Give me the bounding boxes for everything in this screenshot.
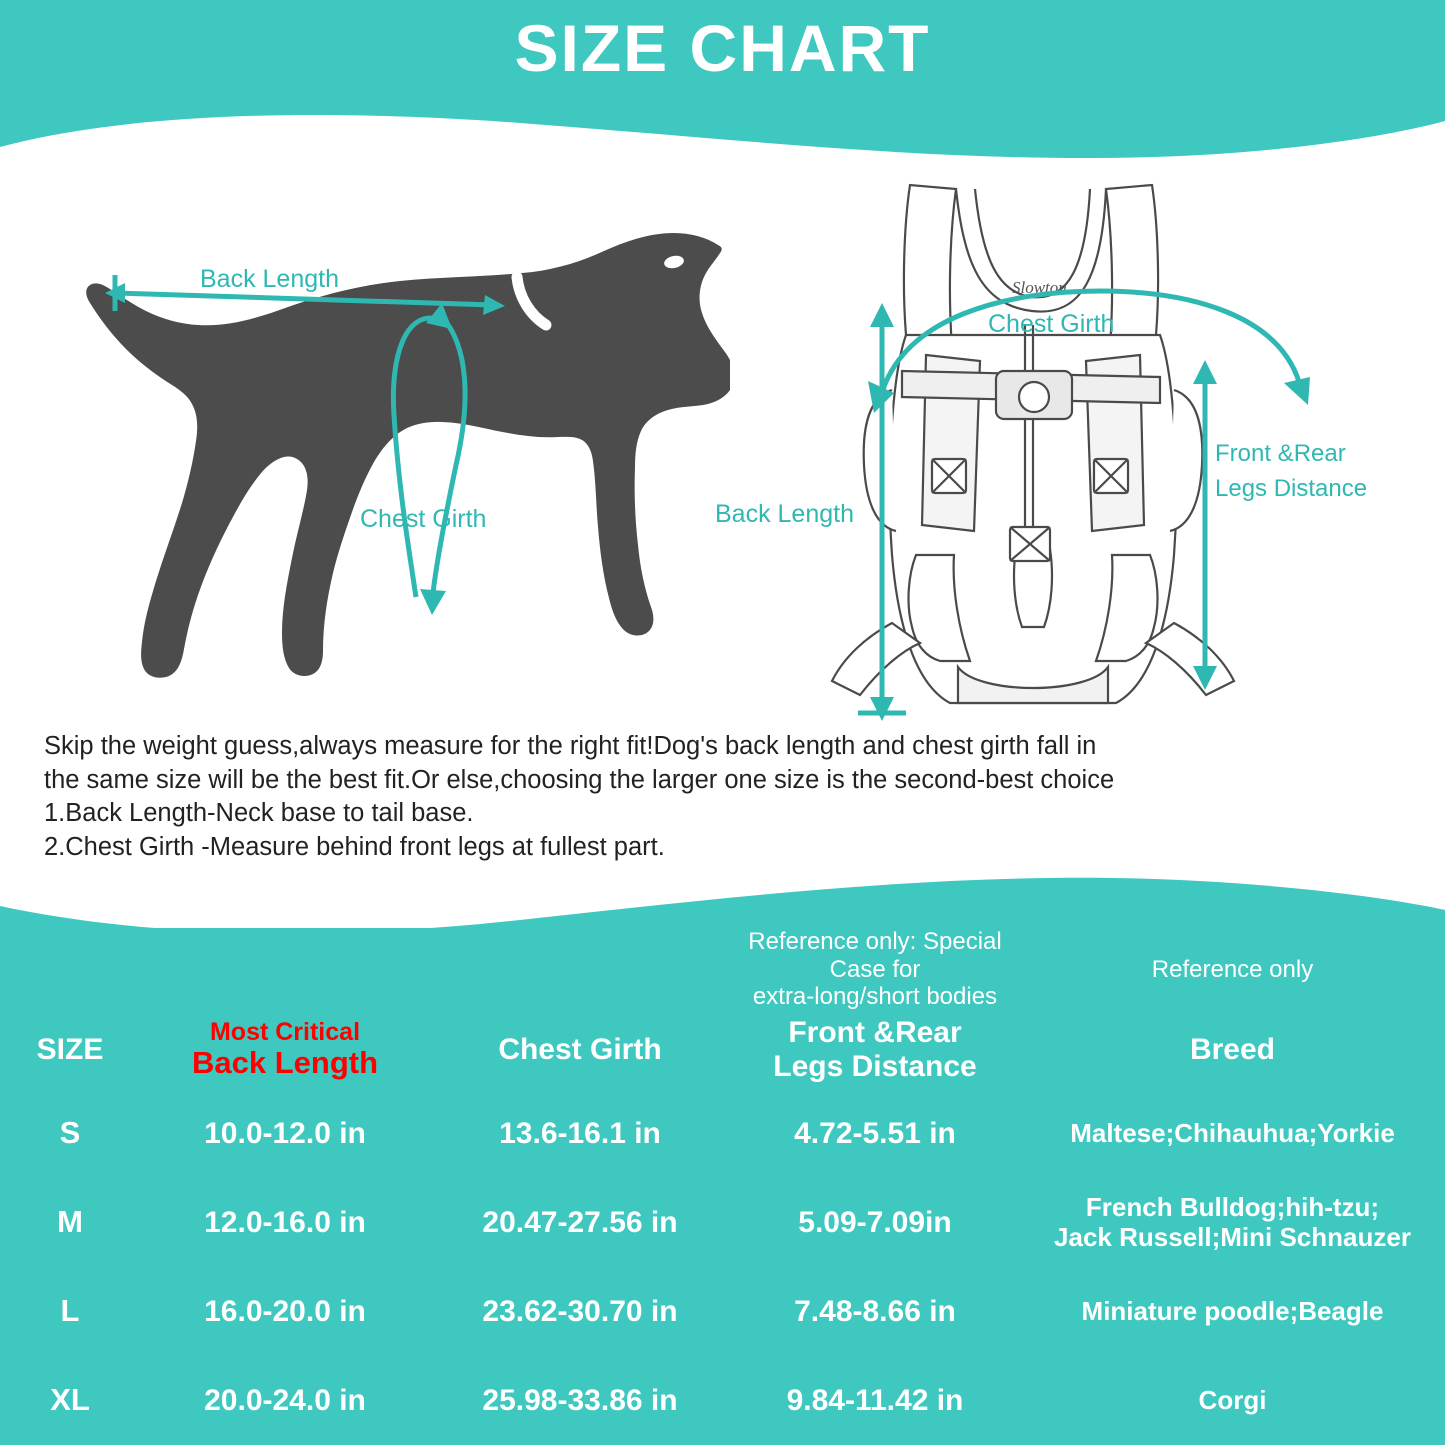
cell-breed: [1020, 1178, 1445, 1267]
header-most-critical: Most Critical: [209, 1017, 361, 1046]
cell-breed-line1: Corgi: [1198, 1384, 1267, 1415]
page-title: SIZE CHART: [514, 11, 931, 85]
cell-chest-girth: 20.47-27.56 in: [482, 1205, 678, 1239]
note-legs-line1: Reference only: Special Case for: [748, 928, 1002, 983]
header-back-length: [140, 1011, 430, 1089]
instructions-block: [44, 730, 1384, 865]
cell-breed-line1: French Bulldog;hih-tzu;: [1085, 1191, 1380, 1222]
cell-breed-line1: Maltese;Chihauhua;Yorkie: [1070, 1117, 1395, 1148]
dog-chest-girth-arrow: [320, 285, 480, 625]
cell-legs-distance: 5.09-7.09in: [798, 1205, 952, 1239]
carrier-back-length-arrow: [852, 303, 912, 723]
instruction-line-2: the same size will be the best fit.Or else,choosing the larger one size is the second-best choice: [44, 765, 1115, 794]
size-table-section: [0, 928, 1445, 1445]
carrier-legs-distance-label-line1: Front &Rear: [1215, 440, 1346, 467]
cell-breed: [1020, 1356, 1445, 1445]
cell-back-length: 20.0-24.0 in: [204, 1383, 366, 1417]
carrier-back-length-label: Back Length: [715, 500, 854, 528]
note-empty-chest: [430, 928, 730, 1011]
cell-chest-girth: 25.98-33.86 in: [482, 1383, 678, 1417]
header-legs-line1: Front &Rear: [788, 1016, 962, 1050]
header-breed: Breed: [1189, 1032, 1276, 1066]
header-back-length-text: Back Length: [191, 1045, 379, 1081]
cell-breed-line1: Miniature poodle;Beagle: [1081, 1295, 1384, 1326]
instruction-line-4: 2.Chest Girth -Measure behind front legs at fullest part.: [44, 832, 665, 861]
carrier-chest-girth-label: Chest Girth: [988, 310, 1115, 338]
table-row: [0, 1089, 1445, 1178]
cell-back-length: 10.0-12.0 in: [204, 1116, 366, 1150]
cell-size: XL: [50, 1381, 90, 1417]
cell-breed-line2: Jack Russell;Mini Schnauzer: [1054, 1222, 1411, 1253]
dog-chest-girth-label: Chest Girth: [360, 505, 487, 533]
note-breed: Reference only: [1151, 955, 1314, 983]
header-banner: [0, 0, 1445, 175]
table-row: [0, 1267, 1445, 1356]
cell-chest-girth: 13.6-16.1 in: [499, 1116, 661, 1150]
dog-measurement-diagram: [30, 185, 730, 715]
note-legs-distance: [730, 928, 1020, 1011]
header-legs-line2: Legs Distance: [773, 1049, 977, 1083]
table-header-row: [0, 1011, 1445, 1089]
brand-mark-text: Slowton: [1012, 278, 1067, 297]
instruction-line-3: 1.Back Length-Neck base to tail base.: [44, 799, 474, 828]
note-empty-size: [0, 928, 140, 1011]
table-row: [0, 1178, 1445, 1267]
carrier-chest-girth-arrow: [860, 285, 1320, 415]
header-size: SIZE: [36, 1032, 104, 1066]
cell-legs-distance: 4.72-5.51 in: [794, 1116, 956, 1150]
cell-breed: [1020, 1267, 1445, 1356]
cell-legs-distance: 7.48-8.66 in: [794, 1294, 956, 1328]
carrier-legs-distance-arrow: [1180, 360, 1230, 690]
cell-breed: [1020, 1089, 1445, 1178]
cell-back-length: 16.0-20.0 in: [204, 1294, 366, 1328]
cell-size: L: [60, 1292, 80, 1328]
header-legs-distance: [730, 1011, 1020, 1089]
carrier-measurement-diagram: [715, 175, 1440, 720]
note-empty-back: [140, 928, 430, 1011]
table-row: [0, 1356, 1445, 1445]
dog-back-length-label: Back Length: [200, 265, 339, 293]
cell-size: M: [57, 1203, 83, 1239]
cell-legs-distance: 9.84-11.42 in: [786, 1383, 964, 1417]
cell-back-length: 12.0-16.0 in: [204, 1205, 366, 1239]
measurement-illustrations: [0, 175, 1445, 720]
cell-size: S: [59, 1114, 81, 1150]
header-chest-girth: Chest Girth: [498, 1032, 662, 1066]
size-chart-table: [0, 928, 1445, 1445]
note-legs-line2: extra-long/short bodies: [752, 983, 998, 1011]
table-note-row: [0, 928, 1445, 1011]
carrier-legs-distance-label-line2: Legs Distance: [1215, 475, 1368, 502]
instruction-line-1: Skip the weight guess,always measure for the right fit!Dog's back length and chest girth fall in: [44, 732, 1097, 760]
header-wave-decoration: [0, 107, 1445, 175]
cell-chest-girth: 23.62-30.70 in: [482, 1294, 678, 1328]
